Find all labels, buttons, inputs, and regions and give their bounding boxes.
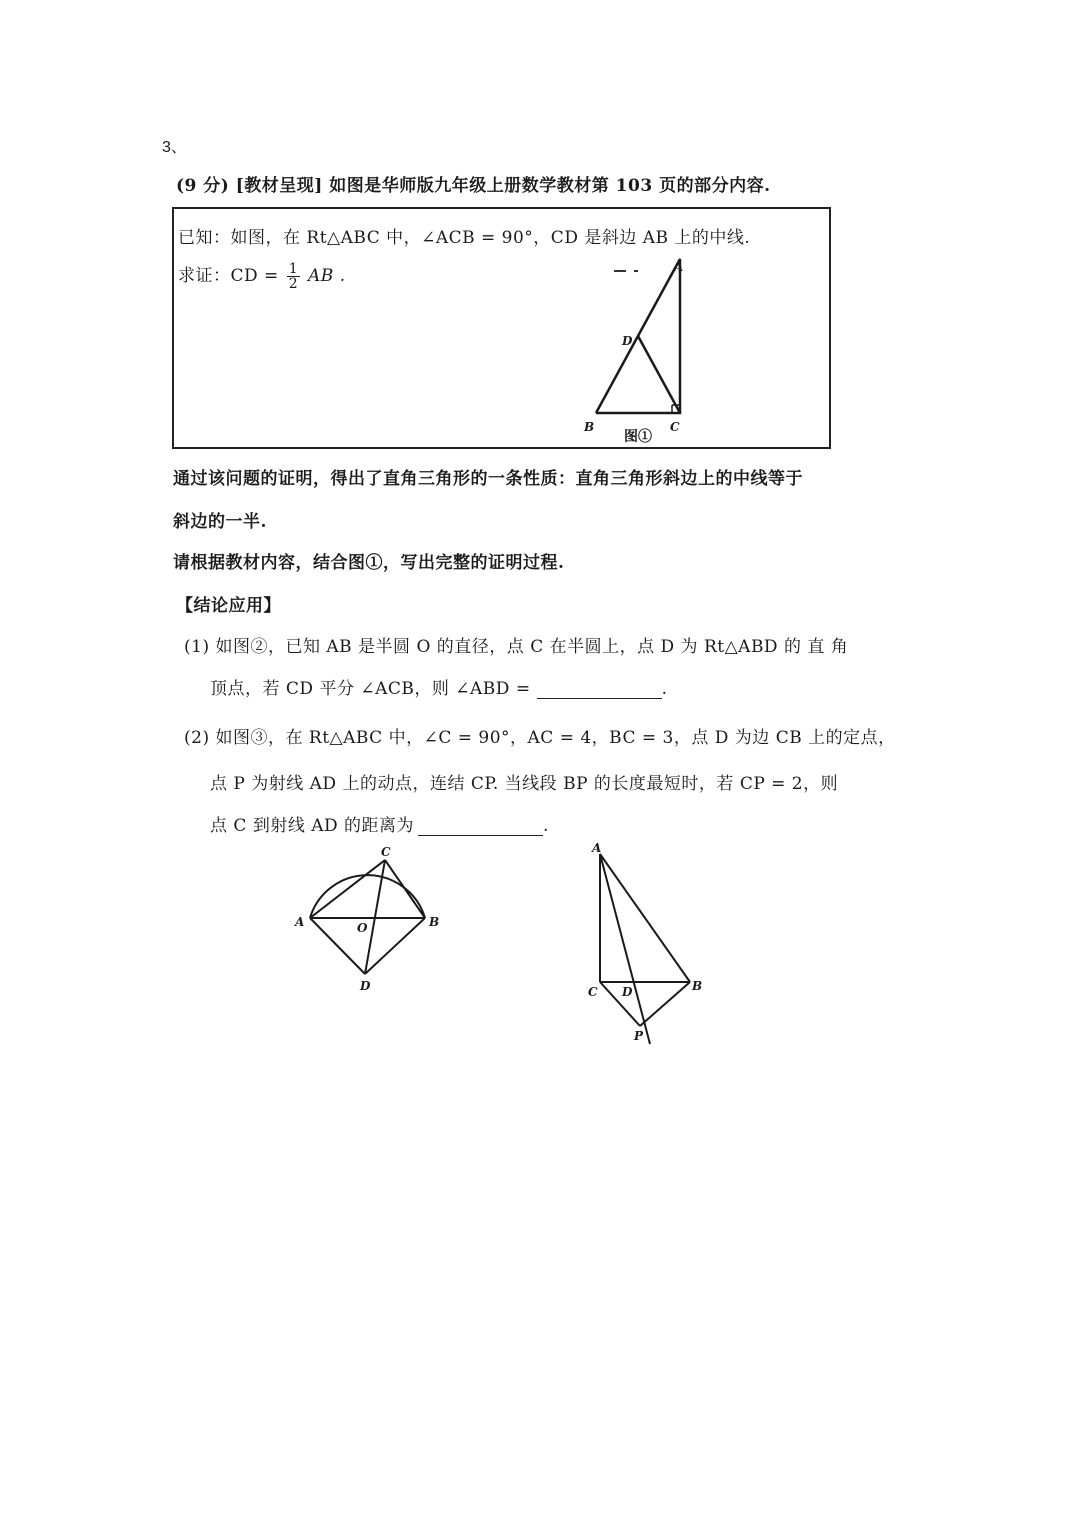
label-b: B (584, 420, 595, 434)
segment-cp (600, 982, 640, 1026)
label-o: O (357, 921, 368, 935)
figure-1-diagram (574, 249, 704, 449)
part-2-line-3 (210, 811, 549, 836)
ray-ad (600, 854, 650, 1044)
segment-ab (600, 854, 690, 982)
figure-1-caption: 图① (624, 429, 652, 445)
fraction-denominator: 2 (288, 276, 299, 292)
label-c: C (381, 845, 391, 859)
part-1-line-2-prefix: 顶点，若 CD 平分 ∠ACB，则 ∠ABD = (210, 679, 531, 699)
answer-blank-1[interactable] (537, 682, 662, 699)
figure-3-diagram (580, 838, 720, 1048)
property-line-1: 通过该问题的证明，得出了直角三角形的一条性质：直角三角形斜边上的中线等于 (173, 469, 803, 489)
label-a: A (592, 841, 602, 855)
label-a: A (674, 260, 684, 274)
prove-prefix: 求证：CD = (178, 266, 279, 286)
label-d: D (622, 334, 633, 348)
part-1-line-2 (210, 674, 667, 699)
part-1-line-2-suffix: . (661, 679, 668, 699)
textbook-box (172, 207, 831, 449)
question-header: (9 分) [教材呈现] 如图是华师版九年级上册数学教材第 103 页的部分内容. (176, 176, 771, 196)
prove-statement (178, 261, 346, 291)
label-b: B (692, 979, 703, 993)
segment-ac (310, 860, 385, 918)
segment-cd (638, 336, 680, 413)
label-c: C (670, 420, 680, 434)
fraction-numerator: 1 (288, 261, 299, 277)
label-d: D (360, 979, 371, 993)
segment-bp (640, 982, 690, 1026)
given-text: 已知：如图，在 Rt△ABC 中，∠ACB = 90°，CD 是斜边 AB 上的中线. (178, 228, 751, 248)
label-b: B (429, 915, 440, 929)
label-c: C (588, 985, 598, 999)
section-title: 【结论应用】 (176, 596, 281, 616)
label-p: P (634, 1029, 644, 1043)
part-2-line-2: 点 P 为射线 AD 上的动点，连结 CP. 当线段 BP 的长度最短时，若 CP = 2，则 (210, 774, 839, 794)
question-number: 3、 (162, 139, 187, 156)
part-2-line-3-prefix: 点 C 到射线 AD 的距离为 (210, 816, 415, 836)
figure-2-diagram (285, 840, 445, 1000)
prove-suffix: AB . (308, 266, 346, 286)
semicircle-arc (310, 875, 425, 918)
segment-bc (385, 860, 425, 918)
property-line-2: 斜边的一半. (173, 512, 267, 532)
fraction-one-half (287, 262, 300, 291)
label-d: D (622, 985, 633, 999)
label-a: A (295, 915, 305, 929)
answer-blank-2[interactable] (418, 819, 543, 836)
part-2-line-3-suffix: . (543, 816, 549, 836)
part-1-line-1: (1) 如图②，已知 AB 是半圆 O 的直径，点 C 在半圆上，点 D 为 Rt△ABD 的 直 角 (184, 637, 849, 657)
part-2-line-1: (2) 如图③，在 Rt△ABC 中，∠C = 90°，AC = 4，BC = 3，点 D 为边 CB 上的定点， (184, 728, 896, 748)
instruction-text: 请根据教材内容，结合图①，写出完整的证明过程. (173, 553, 565, 573)
